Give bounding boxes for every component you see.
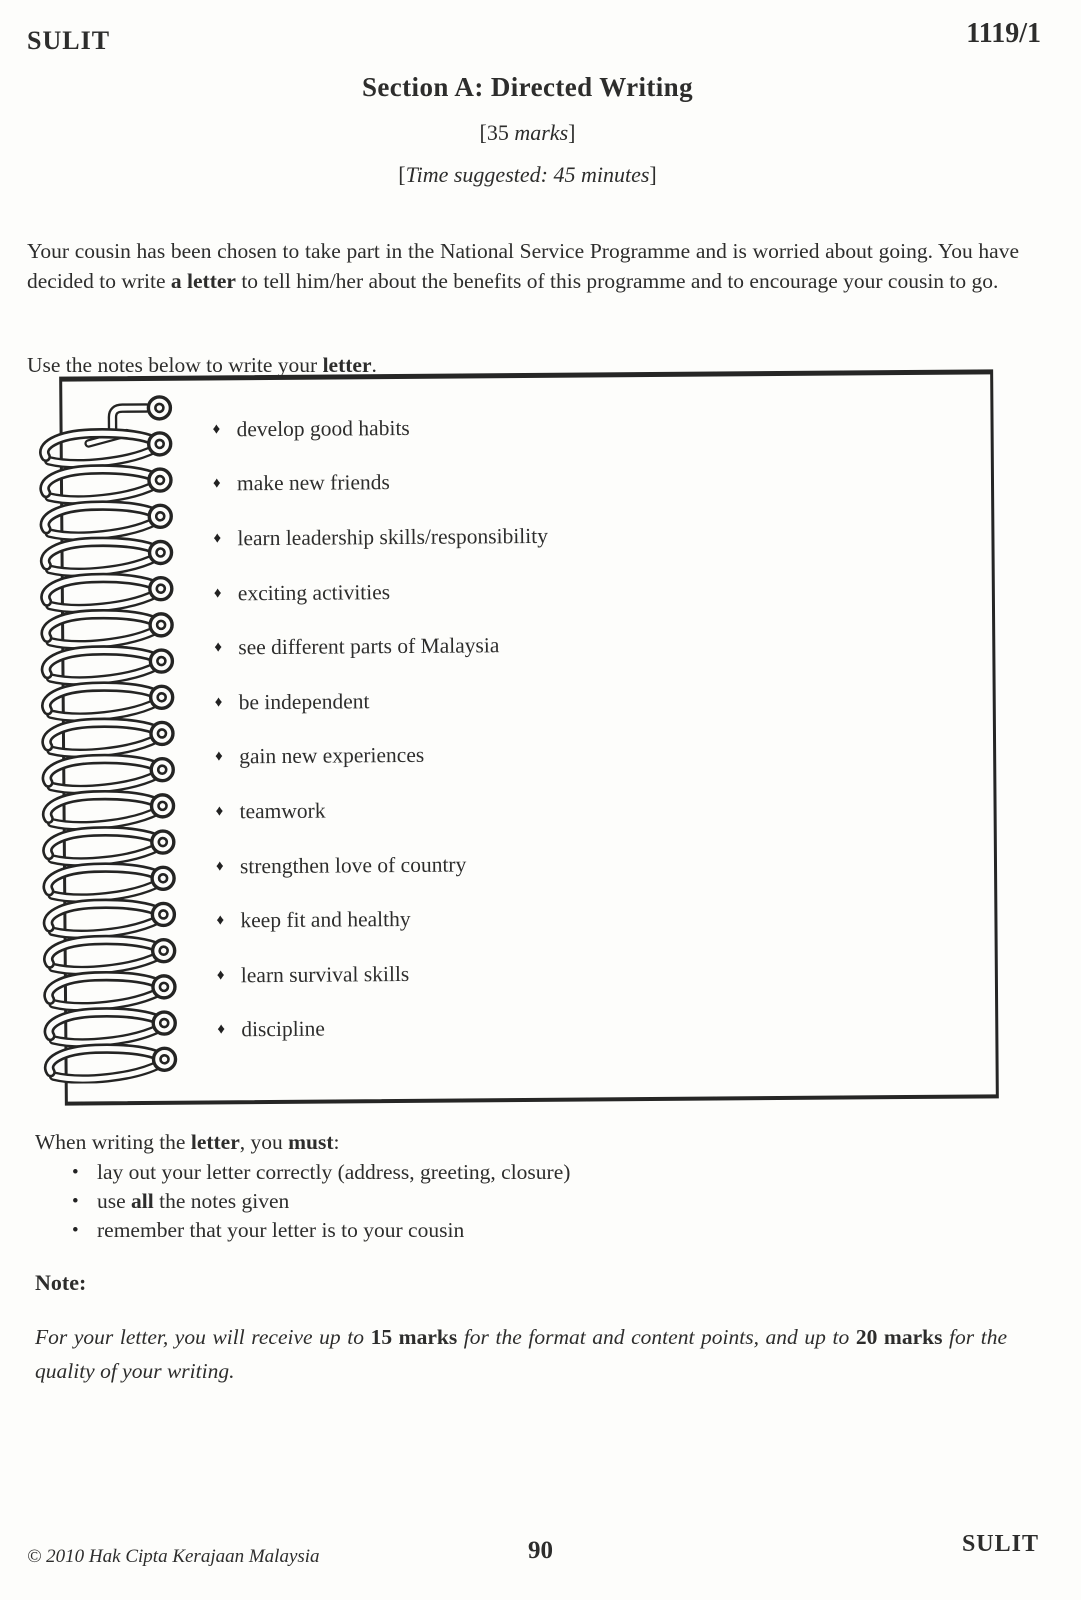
- note-item: [217, 946, 552, 1003]
- note-marks-2: 20 marks: [855, 1324, 943, 1349]
- time-pre: [: [398, 162, 406, 187]
- marks-pre: [35: [479, 120, 515, 145]
- notes-box: [59, 369, 999, 1105]
- requirement-item: [35, 1187, 570, 1216]
- note-item-text: teamwork: [239, 798, 326, 824]
- note-label: Note:: [35, 1270, 87, 1295]
- time-post: ]: [649, 162, 657, 187]
- note-item-text: learn survival skills: [240, 961, 410, 988]
- note-item-text: see different parts of Malaysia: [238, 633, 500, 660]
- diamond-bullet-icon: ♦: [215, 748, 223, 765]
- notes-list: [212, 400, 552, 1058]
- note-item: [214, 564, 549, 621]
- req-item-2c: the notes given: [153, 1189, 290, 1213]
- requirement-text: [97, 1187, 289, 1216]
- note-item-text: strengthen love of country: [239, 852, 467, 878]
- notes-instruction-2: .: [371, 352, 377, 377]
- spiral-binding-icon: [36, 383, 199, 1084]
- page-number: 90: [528, 1537, 553, 1564]
- note-item: [213, 454, 548, 511]
- note-item: [217, 1000, 552, 1057]
- task-text-bold: a letter: [170, 268, 236, 293]
- dot-bullet-icon: •: [72, 1220, 79, 1241]
- note-item-text: keep fit and healthy: [240, 907, 411, 933]
- note-item-text: develop good habits: [236, 415, 410, 442]
- note-item: [216, 837, 551, 894]
- note-item: [215, 782, 550, 839]
- marks-post: ]: [568, 120, 576, 145]
- task-text-1: Your cousin has been chosen to take part in the National Service Programme and is worried about going. You have decided to write: [27, 238, 1019, 293]
- note-text-1: For your letter, you will receive up to: [35, 1324, 371, 1349]
- note-item: [215, 727, 550, 784]
- time-suggestion: [0, 162, 1055, 188]
- paper-code: 1119/1: [966, 18, 1041, 49]
- requirement-item: [35, 1158, 570, 1187]
- requirement-item: [35, 1216, 570, 1245]
- req-item-3a: remember that your letter is to your cousin: [97, 1218, 465, 1242]
- diamond-bullet-icon: ♦: [213, 530, 222, 547]
- diamond-bullet-icon: ♦: [214, 694, 223, 711]
- note-item-text: make new friends: [236, 470, 390, 496]
- confidential-marking-bottom: SULIT: [961, 1531, 1039, 1557]
- task-text-2: to tell him/her about the benefits of this programme and to encourage your cousin to go.: [235, 268, 999, 293]
- diamond-bullet-icon: ♦: [215, 803, 224, 820]
- note-item: [213, 509, 548, 566]
- note-item: [214, 618, 549, 675]
- note-marks-1: 15 marks: [370, 1324, 458, 1349]
- req-item-2a: use: [97, 1189, 132, 1213]
- req-head-3: :: [333, 1130, 340, 1154]
- footer-copyright: © 2010 Hak Cipta Kerajaan Malaysia: [27, 1546, 320, 1567]
- time-text: Time suggested: 45 minutes: [405, 162, 650, 187]
- section-title: Section A: Directed Writing: [361, 72, 694, 102]
- note-item-text: discipline: [241, 1016, 325, 1042]
- note-item: [212, 400, 547, 457]
- note-item: [215, 673, 550, 730]
- diamond-bullet-icon: ♦: [212, 475, 221, 492]
- note-item-text: exciting activities: [237, 579, 391, 605]
- confidential-marking-top: SULIT: [27, 26, 111, 55]
- note-item: [216, 891, 551, 948]
- marks-allocation: [0, 120, 1055, 146]
- req-head-bold-1: letter: [190, 1130, 240, 1154]
- note-text-3: for the quality of your writing.: [35, 1324, 1007, 1383]
- dot-bullet-icon: •: [72, 1162, 79, 1183]
- notes-instruction-bold: letter: [322, 352, 372, 377]
- req-item-2b: all: [131, 1189, 154, 1213]
- req-head-2: , you: [239, 1130, 289, 1154]
- marks-word: marks: [514, 120, 569, 145]
- req-item-1a: lay out your letter correctly (address, greeting, closure): [97, 1160, 571, 1184]
- req-head-1: When writing the: [35, 1130, 191, 1154]
- task-description: [27, 236, 1019, 296]
- diamond-bullet-icon: ♦: [216, 912, 225, 929]
- requirement-text: [97, 1158, 570, 1187]
- note-item-text: be independent: [238, 689, 370, 715]
- req-head-bold-2: must: [288, 1130, 334, 1154]
- note-item-text: gain new experiences: [239, 743, 425, 769]
- requirement-text: [97, 1216, 464, 1245]
- note-item-text: learn leadership skills/responsibility: [237, 523, 549, 551]
- diamond-bullet-icon: ♦: [213, 584, 222, 602]
- dot-bullet-icon: •: [72, 1191, 79, 1212]
- diamond-bullet-icon: ♦: [217, 1021, 226, 1038]
- diamond-bullet-icon: ♦: [216, 967, 225, 984]
- diamond-bullet-icon: ♦: [215, 857, 224, 875]
- diamond-bullet-icon: ♦: [212, 421, 221, 438]
- note-text-2: for the format and content points, and up to: [457, 1324, 856, 1349]
- notes-instruction-1: Use the notes below to write your: [27, 352, 323, 377]
- note-body: [35, 1320, 1007, 1388]
- requirements-list: [35, 1158, 570, 1245]
- requirements-heading: [35, 1130, 340, 1155]
- diamond-bullet-icon: ♦: [214, 639, 223, 656]
